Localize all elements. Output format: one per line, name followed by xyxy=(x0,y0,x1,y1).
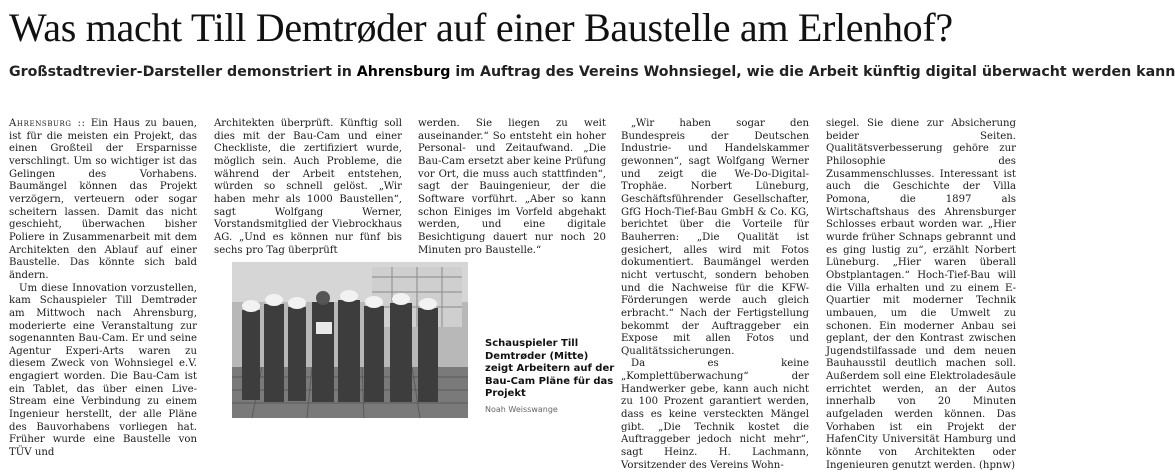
paragraph: werden. Sie liegen zu weit auseinander.“ So entsteht ein hoher Personal- und Zeitaufwand. „Die Bau-Cam ersetzt aber keine Prüfung vor Ort, die muss auch stattfinden“, sagt der Bauingenieur, der die Software vorführt. „Aber so kann schon Einiges im Vorfeld abgehakt werden, und eine digitale Besichtigung dauert nur noch 20 Minuten pro Baustelle.“ xyxy=(418,118,606,256)
photo-credit: Noah Weisswange xyxy=(485,405,558,414)
paragraph: siegel. Sie diene zur Absicherung beider Seiten. Qualitätsverbesserung gehöre zur Philosophie des Zusammenschlusses. Interessant ist auch die Geschichte der Villa Pomona, die 1897 als Wirtschaftshaus des Ahrensburger Schlosses erbaut worden war. „Hier wurde früher Schnaps gebrannt und es ging lustig zu“, erzählt Norbert Lüneburg. „Hier waren überall Obstplantagen.“ Hoch-Tief-Bau will die Villa erhalten und zu einem E-Quartier mit moderner Technik umbauen, um die Umwelt zu schonen. Ein moderner Anbau sei geplant, der den Kontrast zwischen Jugendstilfassade und dem neuen Bauhausstil deutlich machen soll. Außerdem soll eine Elektroladesäule errichtet werden, an der Autos innerhalb von 20 Minuten aufgeladen werden können. Das Vorhaben ist ein Projekt der HafenCity Universität Hamburg und könnte von Architekten oder Ingenieuren genutzt werden. (hpnw) xyxy=(826,118,1016,471)
paragraph-text: Ein Haus zu bauen, ist für die meisten ein Projekt, das einen Großteil der Ersparnisse verschlingt. Um so wichtiger ist das Gelingen des Vorhabens. Baumängel können das Projekt verzögern, verteuern oder sogar scheitern lassen. Damit das nicht geschieht, überwachen bisher Poliere in Zusammenarbeit mit dem Architekten den Ablauf auf einer Baustelle. Das könnte sich bald ändern. xyxy=(9,118,198,281)
article-headline: Was macht Till Demtrøder auf einer Baustelle am Erlenhof? xyxy=(9,5,953,50)
paragraph: Architekten überprüft. Künftig soll dies mit der Bau-Cam und einer Checkliste, die zertifiziert wurde, möglich sein. Auch Probleme, die während der Arbeit entstehen, würden so schnell gelöst. „Wir haben mehr als 1000 Baustellen“, sagt Wolfgang Werner, Vorstandsmitglied der Viebrockhaus AG. „Und es können nur fünf bis sechs pro Tag überprüft xyxy=(214,118,402,256)
construction-site-photo xyxy=(232,262,468,418)
subhead-text-pre: Großstadtrevier-Darsteller demonstriert in xyxy=(9,64,357,80)
article-photo xyxy=(232,262,468,418)
dateline: Ahrensburg :: xyxy=(9,118,86,129)
paragraph xyxy=(9,118,197,283)
article-column-3 xyxy=(418,118,606,257)
paragraph: Um diese Innovation vorzustellen, kam Schauspieler Till Demtrøder am Mittwoch nach Ahrensburg, moderierte eine Veranstaltung zur sogenannten Bau-Cam. Er und seine Agentur Experi-Arts waren zu diesem Zweck von Wohnsiegel e.V. engagiert worden. Die Bau-Cam ist ein Tablet, das über einen Live-Stream eine Verbindung zu einem Ingenieur herstellt, der alle Pläne des Bauvorhabens vorliegen hat. Früher wurde eine Baustelle von TÜV und xyxy=(9,282,197,459)
paragraph: Da es keine „Komplettüberwachung“ der Handwerker gebe, kann auch nicht zu 100 Prozent garantiert werden, dass es keine versteckten Mängel gibt. „Die Technik kostet die Auftraggeber jedoch nicht mehr“, sagt Heinz. H. Lachmann, Vorsitzender des Vereins Wohn- xyxy=(621,358,809,471)
subhead-place: Ahrensburg xyxy=(356,64,451,80)
article-column-2 xyxy=(214,118,402,257)
photo-caption: Schauspieler Till Demtrøder (Mitte) zeigt Arbeitern auf der Bau-Cam Pläne für das Projekt xyxy=(485,338,615,400)
subhead-text-post: im Auftrag des Vereins Wohnsiegel, wie die Arbeit künftig digital überwacht werden kann xyxy=(450,64,1175,80)
article-column-1 xyxy=(9,118,197,460)
article-column-4 xyxy=(621,118,809,472)
article-subhead xyxy=(9,62,1175,82)
paragraph: „Wir haben sogar den Bundespreis der Deutschen Industrie- und Handelskammer gewonnen“, sagt Wolfgang Werner und zeigt die We-Do-Digital-Trophäe. Norbert Lüneburg, Geschäftsführender Gesellschafter, GfG Hoch-Tief-Bau GmbH & Co. KG, berichtet über die Vorteile für Bauherren: „Die Qualität ist gesichert, alles wird mit Fotos dokumentiert. Baumängel werden nicht vertuscht, sondern behoben und die Nachweise für die KFW-Förderungen werde auch gleich erbracht.“ Nach der Fertigstellung bekommt der Auftraggeber ein Expose mit allen Fotos und Qualitätssicherungen. xyxy=(621,118,809,357)
article-column-5 xyxy=(826,118,1016,472)
